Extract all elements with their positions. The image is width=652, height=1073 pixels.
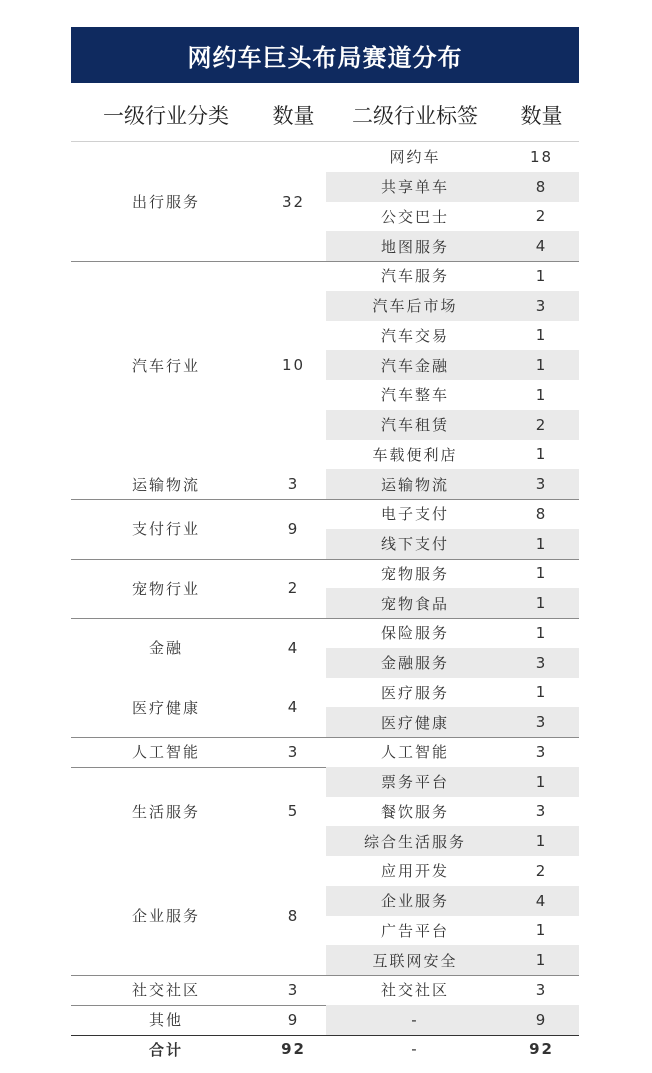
secondary-count-cell: 3 [535, 713, 548, 732]
secondary-tag-cell: 宠物食品 [380, 594, 449, 613]
secondary-tag-cell: 地图服务 [380, 237, 449, 256]
secondary-count-cell: 18 [529, 147, 554, 166]
primary-category-cell: 其他 [148, 1011, 183, 1030]
header-secondary-tag: 二级行业标签 [352, 104, 478, 128]
secondary-tag-cell: 网约车 [389, 148, 441, 167]
secondary-tag-cell: - [411, 1010, 419, 1029]
primary-count-cell: 10 [281, 356, 306, 375]
secondary-count-cell: 1 [535, 326, 548, 345]
total-count: 92 [281, 1040, 306, 1059]
secondary-tag-cell: 车载便利店 [372, 445, 458, 464]
primary-count-cell: 9 [287, 1010, 300, 1029]
total-secondary-count: 92 [529, 1040, 554, 1059]
secondary-tag-cell: 汽车后市场 [372, 297, 458, 316]
secondary-count-cell: 2 [535, 861, 548, 880]
secondary-tag-cell: 汽车租赁 [380, 416, 449, 435]
secondary-count-cell: 8 [535, 504, 548, 523]
secondary-count-cell: 3 [535, 475, 548, 494]
secondary-count-cell: 1 [535, 356, 548, 375]
secondary-tag-cell: 医疗健康 [380, 713, 449, 732]
secondary-tag-cell: 社交社区 [380, 981, 449, 1000]
secondary-tag-cell: 汽车金融 [380, 356, 449, 375]
secondary-count-cell: 3 [535, 296, 548, 315]
secondary-tag-cell: 人工智能 [380, 743, 449, 762]
secondary-count-cell: 1 [535, 951, 548, 970]
total-label: 合计 [148, 1040, 183, 1059]
secondary-count-cell: 1 [535, 683, 548, 702]
secondary-tag-cell: 运输物流 [380, 475, 449, 494]
secondary-count-cell: 1 [535, 445, 548, 464]
primary-category-cell: 医疗健康 [131, 698, 200, 717]
secondary-count-cell: 1 [535, 594, 548, 613]
primary-category-cell: 出行服务 [131, 193, 200, 211]
secondary-tag-cell: 保险服务 [380, 624, 449, 643]
secondary-tag-cell: 线下支付 [380, 535, 449, 554]
secondary-tag-cell: 医疗服务 [380, 683, 449, 702]
secondary-count-cell: 3 [535, 802, 548, 821]
primary-count-cell: 3 [287, 980, 300, 999]
primary-category-cell: 运输物流 [131, 475, 200, 494]
secondary-tag-cell: 宠物服务 [380, 564, 449, 583]
primary-count-cell: 3 [287, 475, 300, 494]
primary-category-cell: 支付行业 [131, 520, 200, 539]
secondary-count-cell: 1 [535, 921, 548, 940]
primary-category-cell: 金融 [148, 639, 183, 658]
secondary-tag-cell: 金融服务 [380, 654, 449, 673]
primary-count-cell: 8 [287, 906, 300, 925]
secondary-count-cell: 3 [535, 742, 548, 761]
secondary-count-cell: 4 [535, 237, 548, 256]
secondary-count-cell: 1 [535, 564, 548, 583]
primary-category-cell: 社交社区 [131, 981, 200, 1000]
header-primary-category: 一级行业分类 [103, 104, 229, 128]
secondary-tag-cell: 互联网安全 [372, 951, 458, 970]
header-secondary-count: 数量 [520, 104, 563, 128]
secondary-tag-cell: 应用开发 [380, 862, 449, 881]
secondary-tag-cell: 共享单车 [380, 178, 449, 197]
secondary-count-cell: 1 [535, 832, 548, 851]
secondary-tag-cell: 公交巴士 [380, 207, 449, 226]
primary-category-cell: 人工智能 [131, 743, 200, 762]
secondary-count-cell: 1 [535, 623, 548, 642]
primary-count-cell: 32 [281, 192, 306, 211]
primary-count-cell: 5 [287, 802, 300, 821]
secondary-count-cell: 1 [535, 772, 548, 791]
primary-count-cell: 4 [287, 698, 300, 717]
header-primary-count: 数量 [272, 104, 315, 128]
secondary-tag-cell: 汽车交易 [380, 326, 449, 345]
secondary-tag-cell: 票务平台 [380, 773, 449, 792]
secondary-count-cell: 1 [535, 385, 548, 404]
table-title: 网约车巨头布局赛道分布 [71, 27, 579, 83]
primary-count-cell: 4 [287, 638, 300, 657]
total-secondary-tag: - [411, 1040, 419, 1059]
primary-category-cell: 生活服务 [131, 802, 200, 821]
secondary-count-cell: 3 [535, 980, 548, 999]
secondary-count-cell: 8 [535, 177, 548, 196]
primary-count-cell: 9 [287, 519, 300, 538]
secondary-count-cell: 1 [535, 266, 548, 285]
primary-category-cell: 宠物行业 [131, 579, 200, 598]
secondary-count-cell: 3 [535, 653, 548, 672]
primary-count-cell: 3 [287, 742, 300, 761]
secondary-count-cell: 2 [535, 415, 548, 434]
secondary-tag-cell: 汽车整车 [380, 386, 449, 405]
secondary-count-cell: 4 [535, 891, 548, 910]
primary-category-cell: 企业服务 [131, 907, 200, 925]
secondary-count-cell: 2 [535, 207, 548, 226]
secondary-count-cell: 9 [535, 1010, 548, 1029]
primary-category-cell: 汽车行业 [131, 356, 200, 375]
secondary-tag-cell: 广告平台 [380, 921, 449, 940]
secondary-tag-cell: 汽车服务 [380, 267, 449, 286]
primary-count-cell: 2 [287, 579, 300, 598]
secondary-tag-cell: 电子支付 [380, 505, 449, 524]
secondary-tag-cell: 企业服务 [380, 892, 449, 911]
secondary-count-cell: 1 [535, 534, 548, 553]
secondary-tag-cell: 餐饮服务 [380, 802, 449, 821]
secondary-tag-cell: 综合生活服务 [363, 832, 466, 851]
